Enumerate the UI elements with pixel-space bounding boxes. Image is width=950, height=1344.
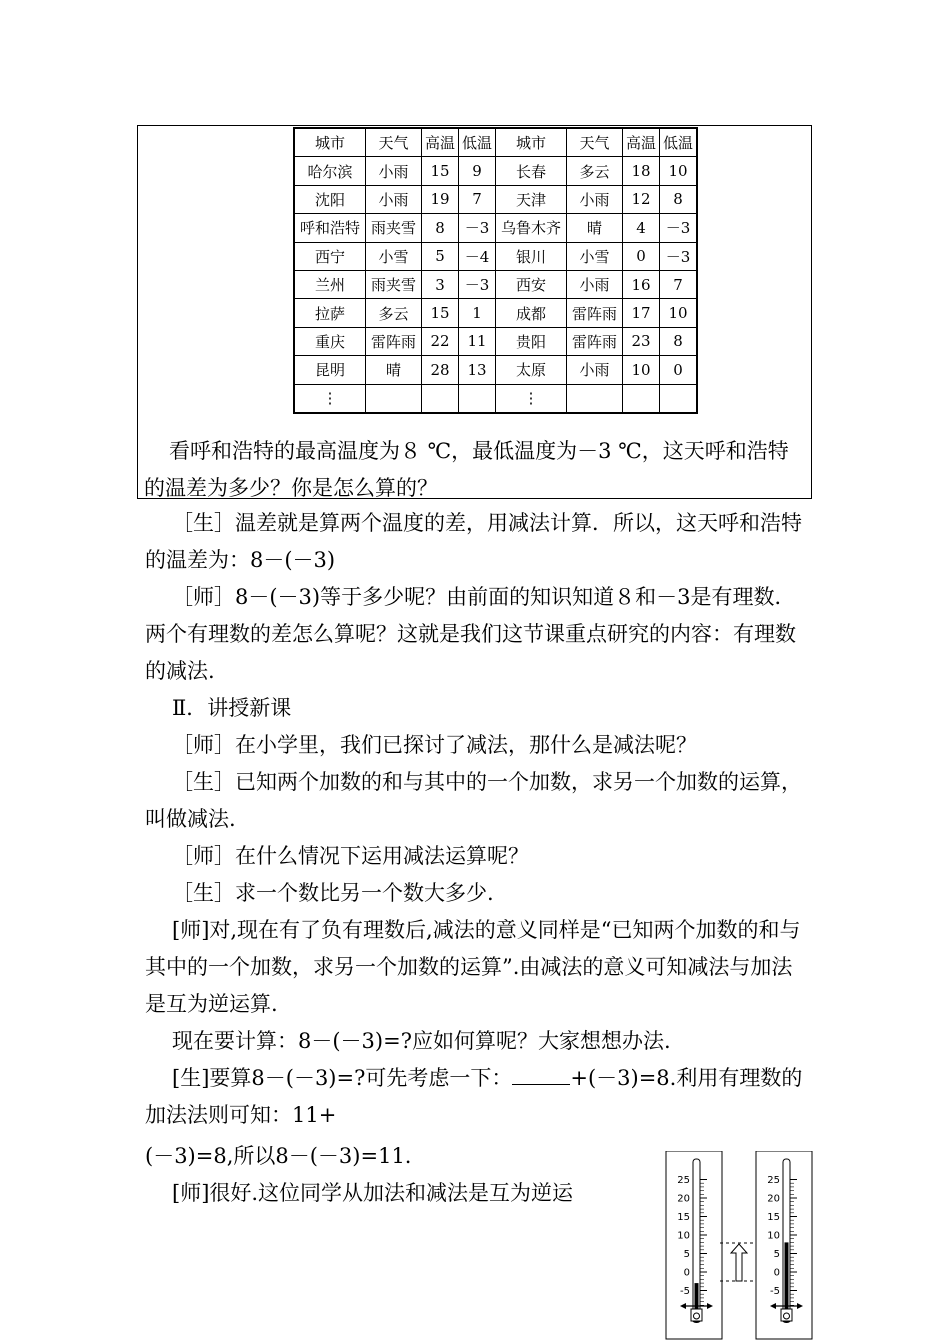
- table-cell: 18: [623, 157, 660, 185]
- table-cell: 雨夹雪: [366, 214, 422, 242]
- table-cell: 小雨: [567, 356, 623, 384]
- table-cell: 长春: [496, 157, 567, 185]
- table-cell: 7: [660, 270, 698, 298]
- table-cell: 小雨: [366, 157, 422, 185]
- table-cell: 西宁: [294, 242, 366, 270]
- table-cell: 17: [623, 299, 660, 327]
- table-cell: －3: [459, 270, 496, 298]
- table-cell: [623, 384, 660, 413]
- table-cell: 西安: [496, 270, 567, 298]
- header-cell: 城市: [496, 128, 567, 157]
- box-question: 看呼和浩特的最高温度为８ ℃，最低温度为－3 ℃，这天呼和浩特的温差为多少？你是怎么算的？: [144, 439, 789, 500]
- table-cell: 银川: [496, 242, 567, 270]
- table-cell: 晴: [366, 356, 422, 384]
- table-cell: 4: [623, 214, 660, 242]
- table-header-row: [294, 128, 697, 157]
- paragraph: ［师］在小学里，我们已探讨了减法，那什么是减法呢？: [172, 733, 697, 757]
- table-cell: [459, 384, 496, 413]
- tick-label: 25: [677, 1175, 690, 1186]
- paragraph: (－3)=8,所以8－(－3)=11.: [145, 1144, 412, 1168]
- header-cell: 高温: [623, 128, 660, 157]
- table-cell: 15: [422, 299, 459, 327]
- table-cell: ⋮: [496, 384, 567, 413]
- table-cell: 成都: [496, 299, 567, 327]
- table-row: [294, 327, 697, 355]
- table-cell: 多云: [567, 157, 623, 185]
- paragraph: ［师］在什么情况下运用减法运算呢？: [172, 844, 529, 868]
- fill-blank: [512, 1066, 570, 1085]
- table-cell: 呼和浩特: [294, 214, 366, 242]
- table-cell: 小雨: [366, 185, 422, 213]
- table-cell: 8: [660, 185, 698, 213]
- table-cell: [422, 384, 459, 413]
- paragraph: ［生］求一个数比另一个数大多少.: [172, 881, 494, 905]
- table-cell: [567, 384, 623, 413]
- table-cell: 多云: [366, 299, 422, 327]
- paragraph: ［生］温差就是算两个温度的差，用减法计算．所以，这天呼和浩特的温差为：8－(－3): [145, 511, 802, 572]
- weather-figure-box: [137, 125, 812, 499]
- table-cell: 15: [422, 157, 459, 185]
- table-cell: 13: [459, 356, 496, 384]
- paragraph-with-blank: [145, 1060, 810, 1134]
- table-cell: 天津: [496, 185, 567, 213]
- table-row: [294, 384, 697, 413]
- tick-label: 5: [683, 1249, 690, 1260]
- thermometer-right: [756, 1151, 812, 1339]
- table-cell: 小雪: [567, 242, 623, 270]
- tick-label: 15: [767, 1212, 780, 1223]
- table-cell: 11: [459, 327, 496, 355]
- table-cell: 7: [459, 185, 496, 213]
- table-cell: 晴: [567, 214, 623, 242]
- paragraph: ［生］已知两个加数的和与其中的一个加数，求另一个加数的运算，叫做减法.: [145, 770, 802, 831]
- table-cell: 乌鲁木齐: [496, 214, 567, 242]
- table-cell: 5: [422, 242, 459, 270]
- paragraph: 现在要计算：8－(－3)=?应如何算呢？大家想想办法.: [172, 1029, 671, 1053]
- table-cell: －4: [459, 242, 496, 270]
- table-cell: －3: [459, 214, 496, 242]
- paragraph: ［师］8－(－3)等于多少呢？由前面的知识知道８和－3是有理数．两个有理数的差怎么算呢？这就是我们这节课重点研究的内容：有理数的减法.: [145, 585, 796, 683]
- lesson-text-lower: [145, 1138, 645, 1212]
- table-cell: 太原: [496, 356, 567, 384]
- tick-label: 20: [677, 1193, 690, 1205]
- table-cell: ⋮: [294, 384, 366, 413]
- header-cell: 天气: [567, 128, 623, 157]
- rise-arrow: [720, 1243, 756, 1281]
- table-row: [294, 270, 697, 298]
- table-cell: －3: [660, 242, 698, 270]
- table-cell: [366, 384, 422, 413]
- tick-label: 20: [767, 1193, 780, 1205]
- table-cell: 10: [623, 356, 660, 384]
- table-cell: 19: [422, 185, 459, 213]
- table-cell: [660, 384, 698, 413]
- table-cell: 哈尔滨: [294, 157, 366, 185]
- header-cell: 低温: [459, 128, 496, 157]
- table-cell: 雷阵雨: [567, 327, 623, 355]
- table-cell: 16: [623, 270, 660, 298]
- header-cell: 低温: [660, 128, 698, 157]
- table-cell: 沈阳: [294, 185, 366, 213]
- table-cell: 兰州: [294, 270, 366, 298]
- header-cell: 城市: [294, 128, 366, 157]
- table-cell: 10: [660, 157, 698, 185]
- table-cell: 8: [422, 214, 459, 242]
- table-cell: 昆明: [294, 356, 366, 384]
- table-cell: 0: [660, 356, 698, 384]
- table-cell: 22: [422, 327, 459, 355]
- tick-label: 5: [773, 1249, 780, 1260]
- table-cell: 雨夹雪: [366, 270, 422, 298]
- table-cell: 拉萨: [294, 299, 366, 327]
- mercury-column: [785, 1242, 789, 1314]
- blank-text-after: +(－3)=8.利用有理数的加法法则可知：11+: [145, 1066, 803, 1127]
- table-cell: 贵阳: [496, 327, 567, 355]
- table-cell: 12: [623, 185, 660, 213]
- tick-label: 0: [773, 1267, 780, 1279]
- tick-label: -5: [770, 1286, 780, 1297]
- table-row: [294, 356, 697, 384]
- tick-label: -5: [680, 1286, 690, 1297]
- tick-label: 10: [767, 1230, 780, 1242]
- table-row: [294, 214, 697, 242]
- table-cell: 雷阵雨: [567, 299, 623, 327]
- table-row: [294, 242, 697, 270]
- table-cell: 9: [459, 157, 496, 185]
- weather-table: [293, 127, 698, 414]
- paragraph: [师]很好.这位同学从加法和减法是互为逆运: [172, 1181, 574, 1205]
- header-cell: 天气: [366, 128, 422, 157]
- tick-label: 0: [683, 1267, 690, 1279]
- header-cell: 高温: [422, 128, 459, 157]
- tick-label: 25: [767, 1175, 780, 1186]
- table-cell: 小雨: [567, 270, 623, 298]
- table-cell: 23: [623, 327, 660, 355]
- table-cell: 1: [459, 299, 496, 327]
- table-cell: 8: [660, 327, 698, 355]
- lesson-text: [145, 505, 810, 1134]
- table-cell: 3: [422, 270, 459, 298]
- table-row: [294, 185, 697, 213]
- table-row: [294, 157, 697, 185]
- table-cell: 雷阵雨: [366, 327, 422, 355]
- blank-text-before: [生]要算8－(－3)=?可先考虑一下：: [172, 1066, 513, 1090]
- table-cell: 小雨: [567, 185, 623, 213]
- table-row: [294, 299, 697, 327]
- tick-label: 15: [677, 1212, 690, 1223]
- table-cell: 重庆: [294, 327, 366, 355]
- paragraph: [师]对,现在有了负有理数后,减法的意义同样是“已知两个加数的和与其中的一个加数，求另一个加数的运算”.由减法的意义可知减法与加法是互为逆运算.: [145, 918, 801, 1016]
- table-cell: 10: [660, 299, 698, 327]
- tick-label: 10: [677, 1230, 690, 1242]
- thermometer-left: [666, 1151, 722, 1339]
- section-heading: Ⅱ．讲授新课: [172, 696, 292, 720]
- table-cell: 28: [422, 356, 459, 384]
- table-cell: 0: [623, 242, 660, 270]
- thermometer-figure: [664, 1151, 814, 1341]
- table-cell: －3: [660, 214, 698, 242]
- table-cell: 小雪: [366, 242, 422, 270]
